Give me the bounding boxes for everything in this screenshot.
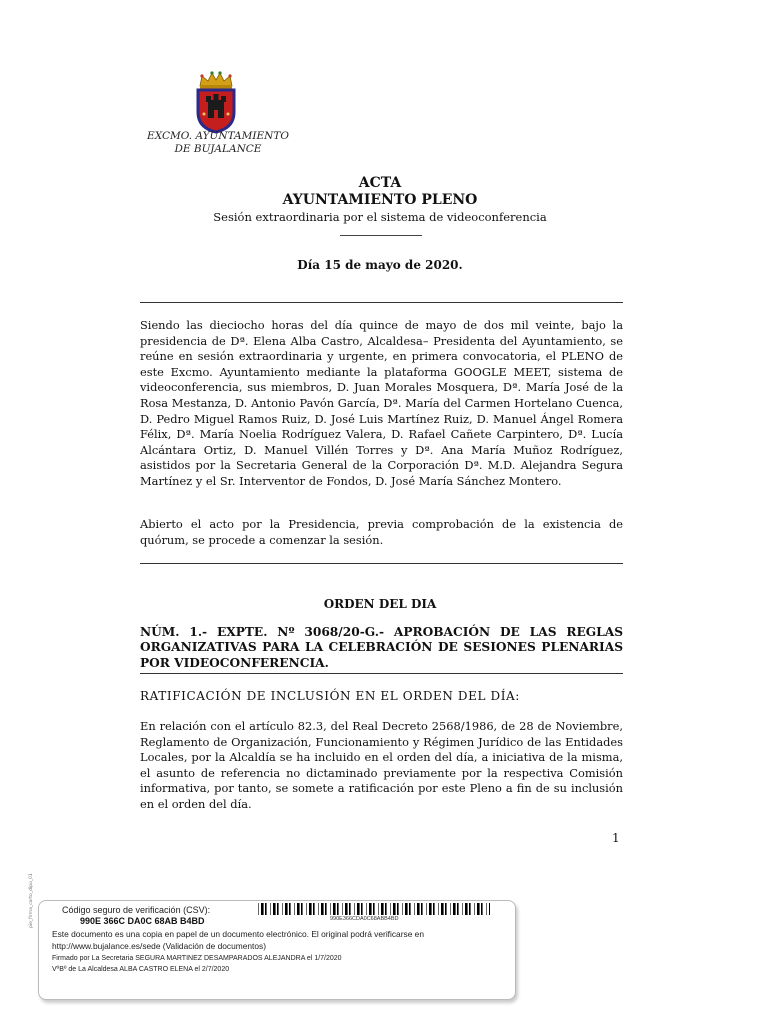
- signature-mayor: VºBº de La Alcaldesa ALBA CASTRO ELENA el 2/7/2020: [52, 966, 230, 973]
- copy-notice: Este documento es una copia en papel de un documento electrónico. El original podrá verificarse en: [52, 929, 424, 939]
- side-reference-text: pie_firma_corto_dipu_01: [29, 873, 34, 928]
- session-type: Sesión extraordinaria por el sistema de videoconferencia: [213, 210, 547, 224]
- organization-line-1: EXCMO. AYUNTAMIENTO: [147, 130, 289, 142]
- session-date: Día 15 de mayo de 2020.: [297, 258, 463, 272]
- page-number: 1: [612, 831, 620, 845]
- section-divider-item: [140, 673, 623, 674]
- agenda-title: ORDEN DEL DIA: [323, 597, 437, 611]
- csv-label: Código seguro de verificación (CSV):: [62, 905, 211, 915]
- intro-paragraph: Siendo las dieciocho horas del día quince de mayo de dos mil veinte, bajo la presidencia de Dª. Elena Alba Castro, Alcaldesa– Presidenta del Ayuntamiento, se reúne en sesión extraordinaria y urgente, en primera convocatoria, el PLENO de este Excmo. Ayuntamiento mediante la plataforma GOOGLE MEET, sistema de videoconferencia, sus miembros, D. Juan Morales Mosquera, Dª. María José de la Rosa Mestanza, D. Antonio Pavón García, Dª. María del Carmen Hortelano Cuenca, D. Pedro Miguel Ramos Ruiz, D. José Luis Martínez Ruiz, D. Manuel Ángel Romera Félix, Dª. María Noelia Rodríguez Valera, D. Rafael Cañete Carpintero, Dª. Lucía Alcántara Ortiz, D. Manuel Villén Torres y Dª. Ana María Muñoz Rodríguez, asistidos por la Secretaria General de la Corporación Dª. M.D. Alejandra Segura Martínez y el Sr. Interventor de Fondos, D. José María Sánchez Montero.: [140, 318, 623, 488]
- ratification-heading: RATIFICACIÓN DE INCLUSIÓN EN EL ORDEN DEL DÍA:: [140, 689, 520, 703]
- opening-paragraph: Abierto el acto por la Presidencia, previa comprobación de la existencia de quórum, se procede a comenzar la sesión.: [140, 517, 623, 547]
- barcode-text: 990E366CDA0C68ABB4BD: [330, 916, 399, 922]
- section-divider-top: [140, 302, 623, 303]
- organization-line-2: DE BUJALANCE: [174, 143, 262, 155]
- section-divider-middle: [140, 563, 623, 564]
- document-title: ACTA: [358, 175, 402, 191]
- barcode-icon: [258, 903, 490, 915]
- title-divider: [340, 235, 422, 236]
- ratification-paragraph: En relación con el artículo 82.3, del Real Decreto 2568/1986, de 28 de Noviembre, Reglamento de Organización, Funcionamiento y Régimen Jurídico de las Entidades Locales, por la Alcaldía se ha incluido en el orden del día, a iniciativa de la misma, el asunto de referencia no dictaminado previamente por la respectiva Comisión informativa, por tanto, se somete a ratificación por este Pleno a fin de su inclusión en el orden del día.: [140, 719, 623, 811]
- signature-secretary: Firmado por La Secretaria SEGURA MARTINEZ DESAMPARADOS ALEJANDRA el 1/7/2020: [52, 955, 342, 962]
- agenda-item-1: NÚM. 1.- EXPTE. Nº 3068/20-G.- APROBACIÓN DE LAS REGLAS ORGANIZATIVAS PARA LA CELEBRACIÓN DE SESIONES PLENARIAS POR VIDEOCONFERENCIA.: [140, 625, 623, 670]
- csv-code: 990E 366C DA0C 68AB B4BD: [80, 916, 205, 926]
- organization-name: [138, 130, 298, 156]
- validation-url[interactable]: http://www.bujalance.es/sede (Validación de documentos): [52, 941, 266, 951]
- coat-of-arms-icon: [194, 70, 238, 134]
- document-subtitle: AYUNTAMIENTO PLENO: [282, 192, 478, 208]
